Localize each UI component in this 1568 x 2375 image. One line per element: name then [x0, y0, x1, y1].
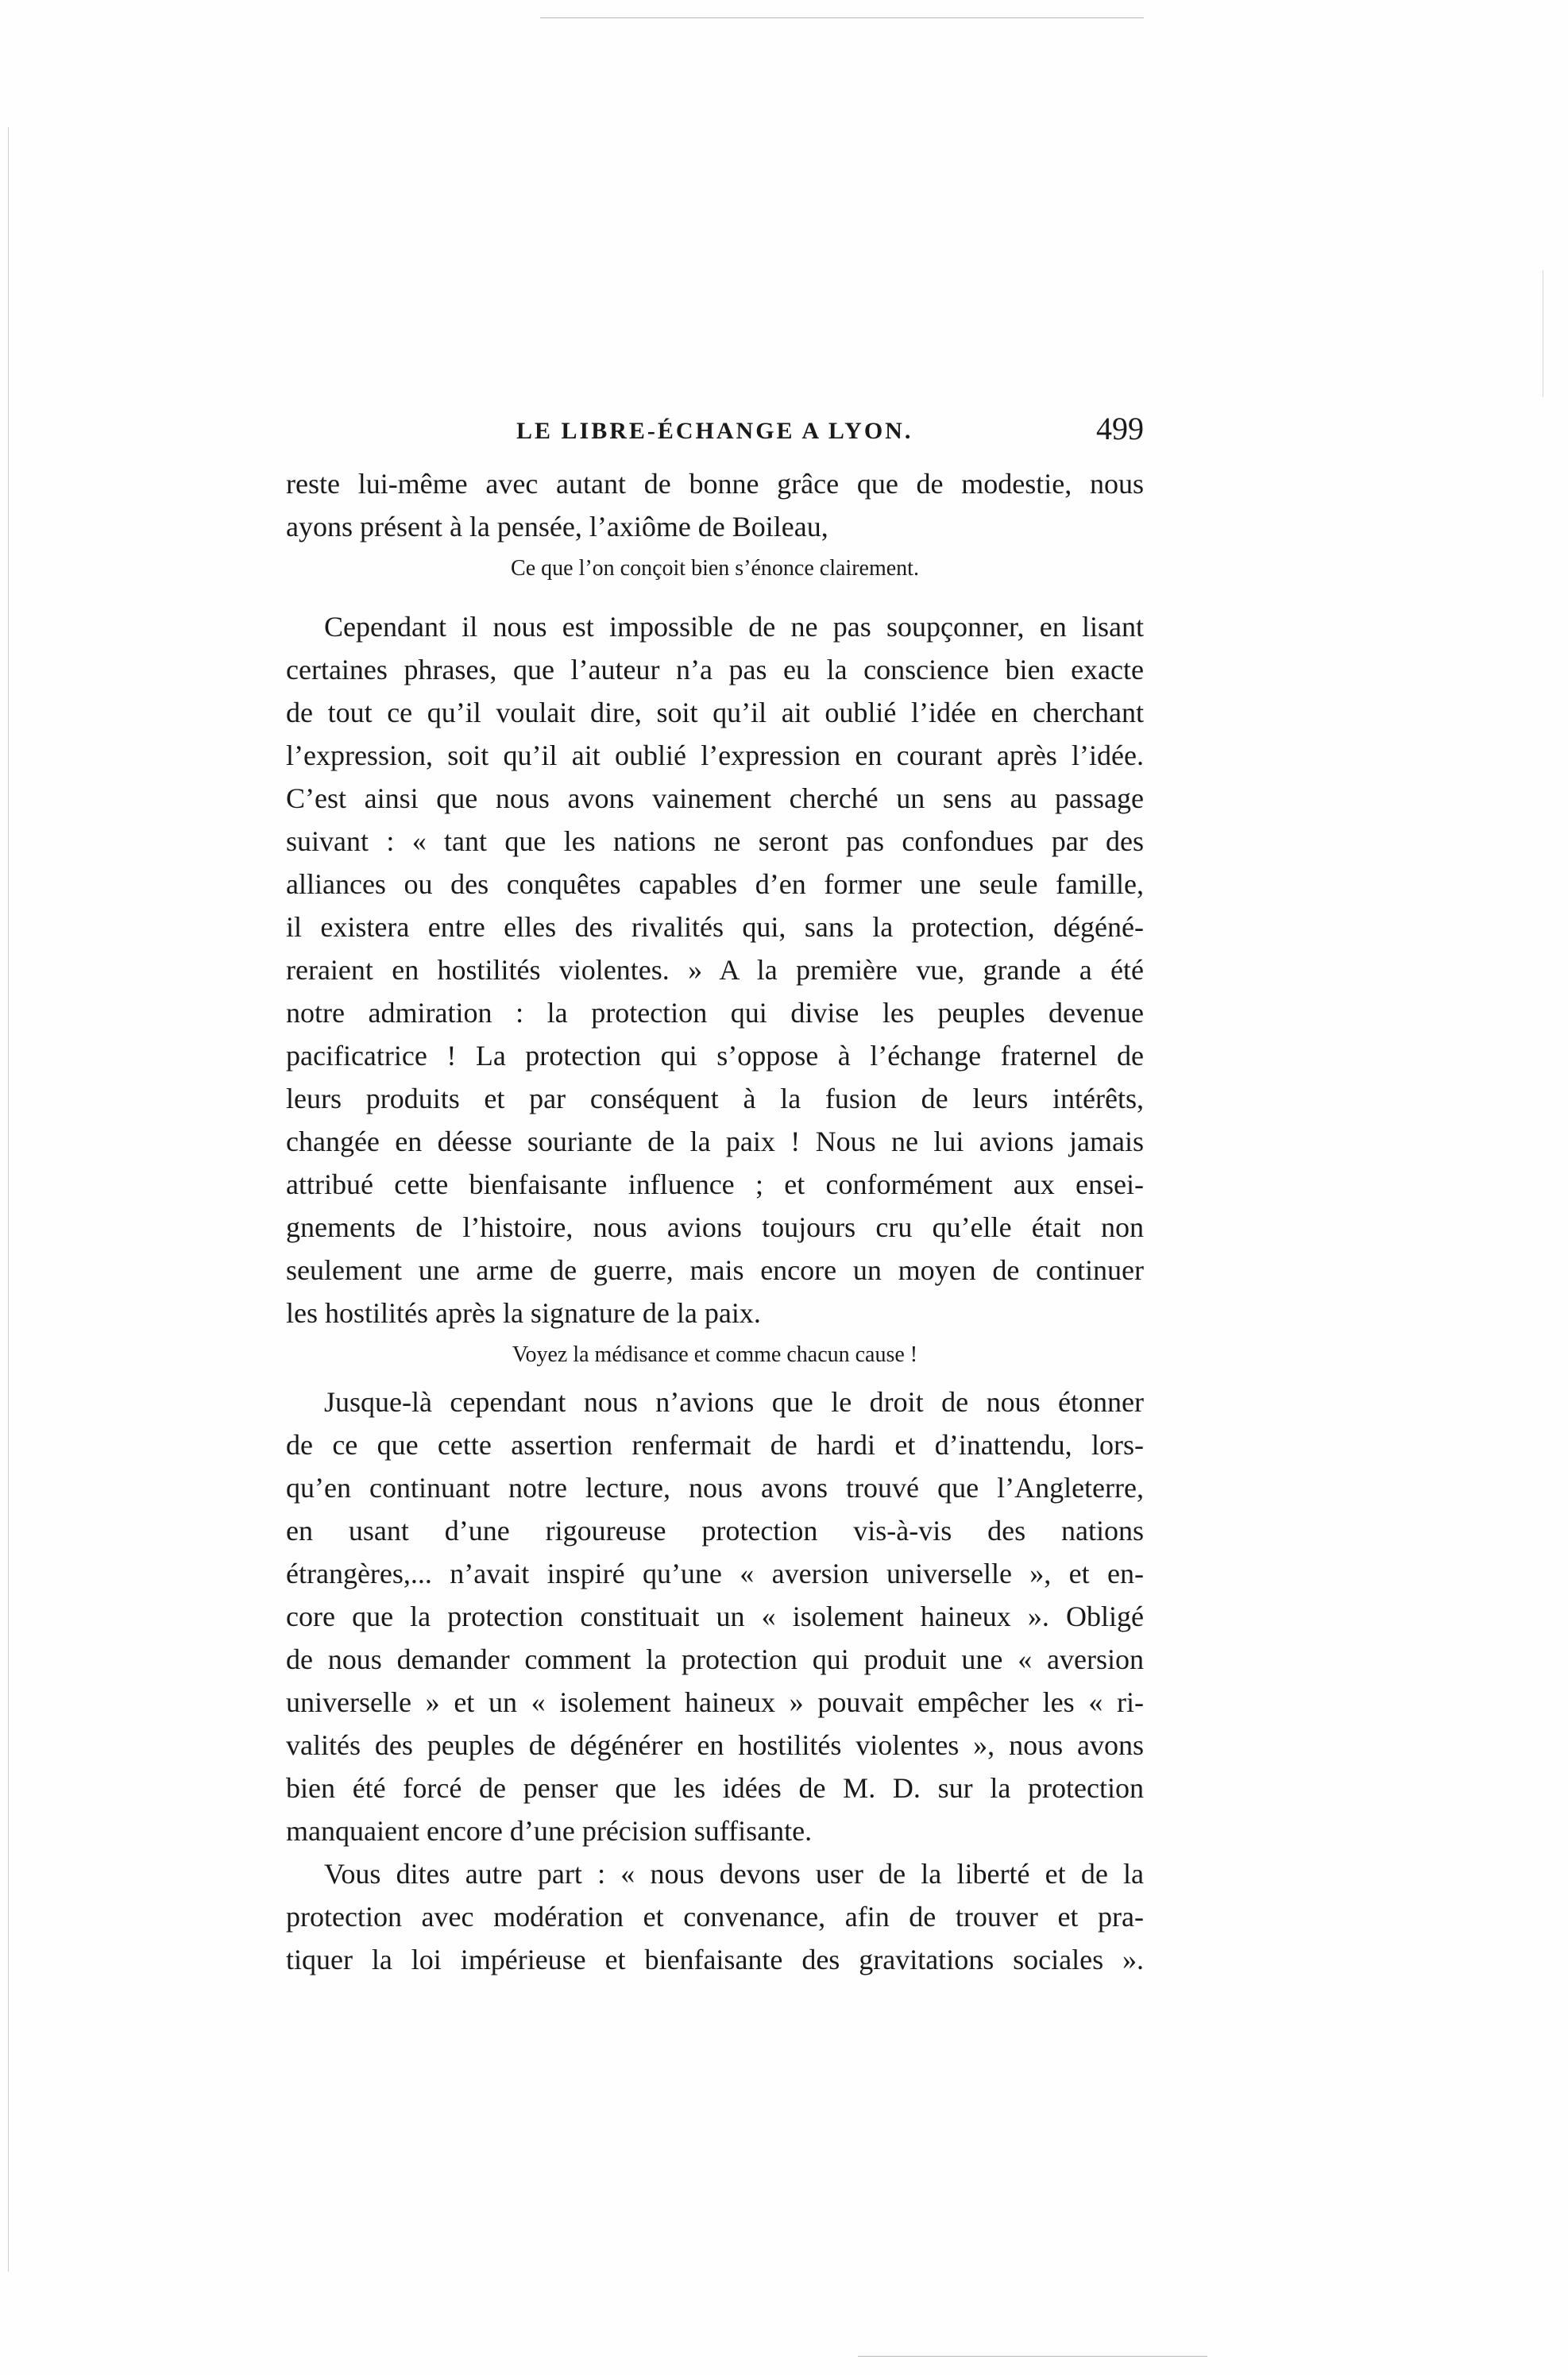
text-line: en usant d’une rigoureuse protection vis-à-vis des nations — [286, 1515, 1144, 1547]
text-line: changée en déesse souriante de la paix ! Nous ne lui avions jamais — [286, 1126, 1144, 1157]
text-line: ayons présent à la pensée, l’axiôme de Boileau, — [286, 511, 828, 543]
page-body — [286, 462, 1144, 1981]
scan-edge-left — [8, 127, 9, 2272]
text-line: reste lui-même avec autant de bonne grâce que de modestie, nous — [286, 468, 1144, 500]
text-line: de nous demander comment la protection qui produit une « aversion — [286, 1643, 1144, 1675]
running-header — [286, 407, 1144, 454]
scan-edge-top — [540, 17, 1144, 18]
text-line: l’expression, soit qu’il ait oublié l’expression en courant après l’idée. — [286, 740, 1144, 771]
verse-quotation: Voyez la médisance et comme chacun cause ! — [512, 1342, 918, 1367]
text-line: Jusque-là cependant nous n’avions que le droit de nous étonner — [324, 1386, 1144, 1418]
text-line: il existera entre elles des rivalités qui, sans la protection, dégéné- — [286, 911, 1144, 943]
text-line: C’est ainsi que nous avons vainement cherché un sens au passage — [286, 782, 1144, 814]
text-line: pacificatrice ! La protection qui s’oppose à l’échange fraternel de — [286, 1040, 1144, 1072]
text-line: reraient en hostilités violentes. » A la première vue, grande a été — [286, 954, 1144, 986]
scan-edge-bottom — [858, 2356, 1207, 2357]
text-line: tiquer la loi impérieuse et bienfaisante des gravitations sociales ». — [286, 1944, 1144, 1975]
page-number: 499 — [1096, 411, 1144, 446]
text-line: core que la protection constituait un « isolement haineux ». Obligé — [286, 1601, 1144, 1632]
text-line: qu’en continuant notre lecture, nous avons trouvé que l’Angleterre, — [286, 1472, 1144, 1504]
text-line: de ce que cette assertion renfermait de hardi et d’inattendu, lors- — [286, 1429, 1144, 1461]
text-line: protection avec modération et convenance, afin de trouver et pra- — [286, 1901, 1144, 1933]
text-line: de tout ce qu’il voulait dire, soit qu’il ait oublié l’idée en cherchant — [286, 697, 1144, 728]
text-line: manquaient encore d’une précision suffisante. — [286, 1815, 813, 1847]
running-title: LE LIBRE-ÉCHANGE A LYON. — [516, 418, 913, 444]
verse-quotation: Ce que l’on conçoit bien s’énonce clairement. — [511, 556, 919, 581]
spacer — [286, 589, 1144, 605]
text-line: attribué cette bienfaisante influence ; et conformément aux ensei- — [286, 1168, 1144, 1200]
text-line: suivant : « tant que les nations ne seront pas confondues par des — [286, 825, 1144, 857]
text-line: bien été forcé de penser que les idées de M. D. sur la protection — [286, 1772, 1144, 1804]
text-line: notre admiration : la protection qui divise les peuples devenue — [286, 997, 1144, 1029]
text-line: leurs produits et par conséquent à la fusion de leurs intérêts, — [286, 1083, 1144, 1114]
text-line: seulement une arme de guerre, mais encore un moyen de continuer — [286, 1254, 1144, 1286]
text-line: Vous dites autre part : « nous devons user de la liberté et de la — [324, 1858, 1144, 1890]
text-line: valités des peuples de dégénérer en hostilités violentes », nous avons — [286, 1729, 1144, 1761]
text-line: universelle » et un « isolement haineux » pouvait empêcher les « ri- — [286, 1686, 1144, 1718]
text-line: alliances ou des conquêtes capables d’en former une seule famille, — [286, 868, 1144, 900]
text-line: les hostilités après la signature de la paix. — [286, 1297, 761, 1329]
text-line: étrangères,... n’avait inspiré qu’une « aversion universelle », et en- — [286, 1558, 1144, 1589]
text-line: Cependant il nous est impossible de ne pas soupçonner, en lisant — [324, 611, 1144, 643]
text-line: gnements de l’histoire, nous avions toujours cru qu’elle était non — [286, 1211, 1144, 1243]
text-line: certaines phrases, que l’auteur n’a pas eu la conscience bien exacte — [286, 654, 1144, 685]
